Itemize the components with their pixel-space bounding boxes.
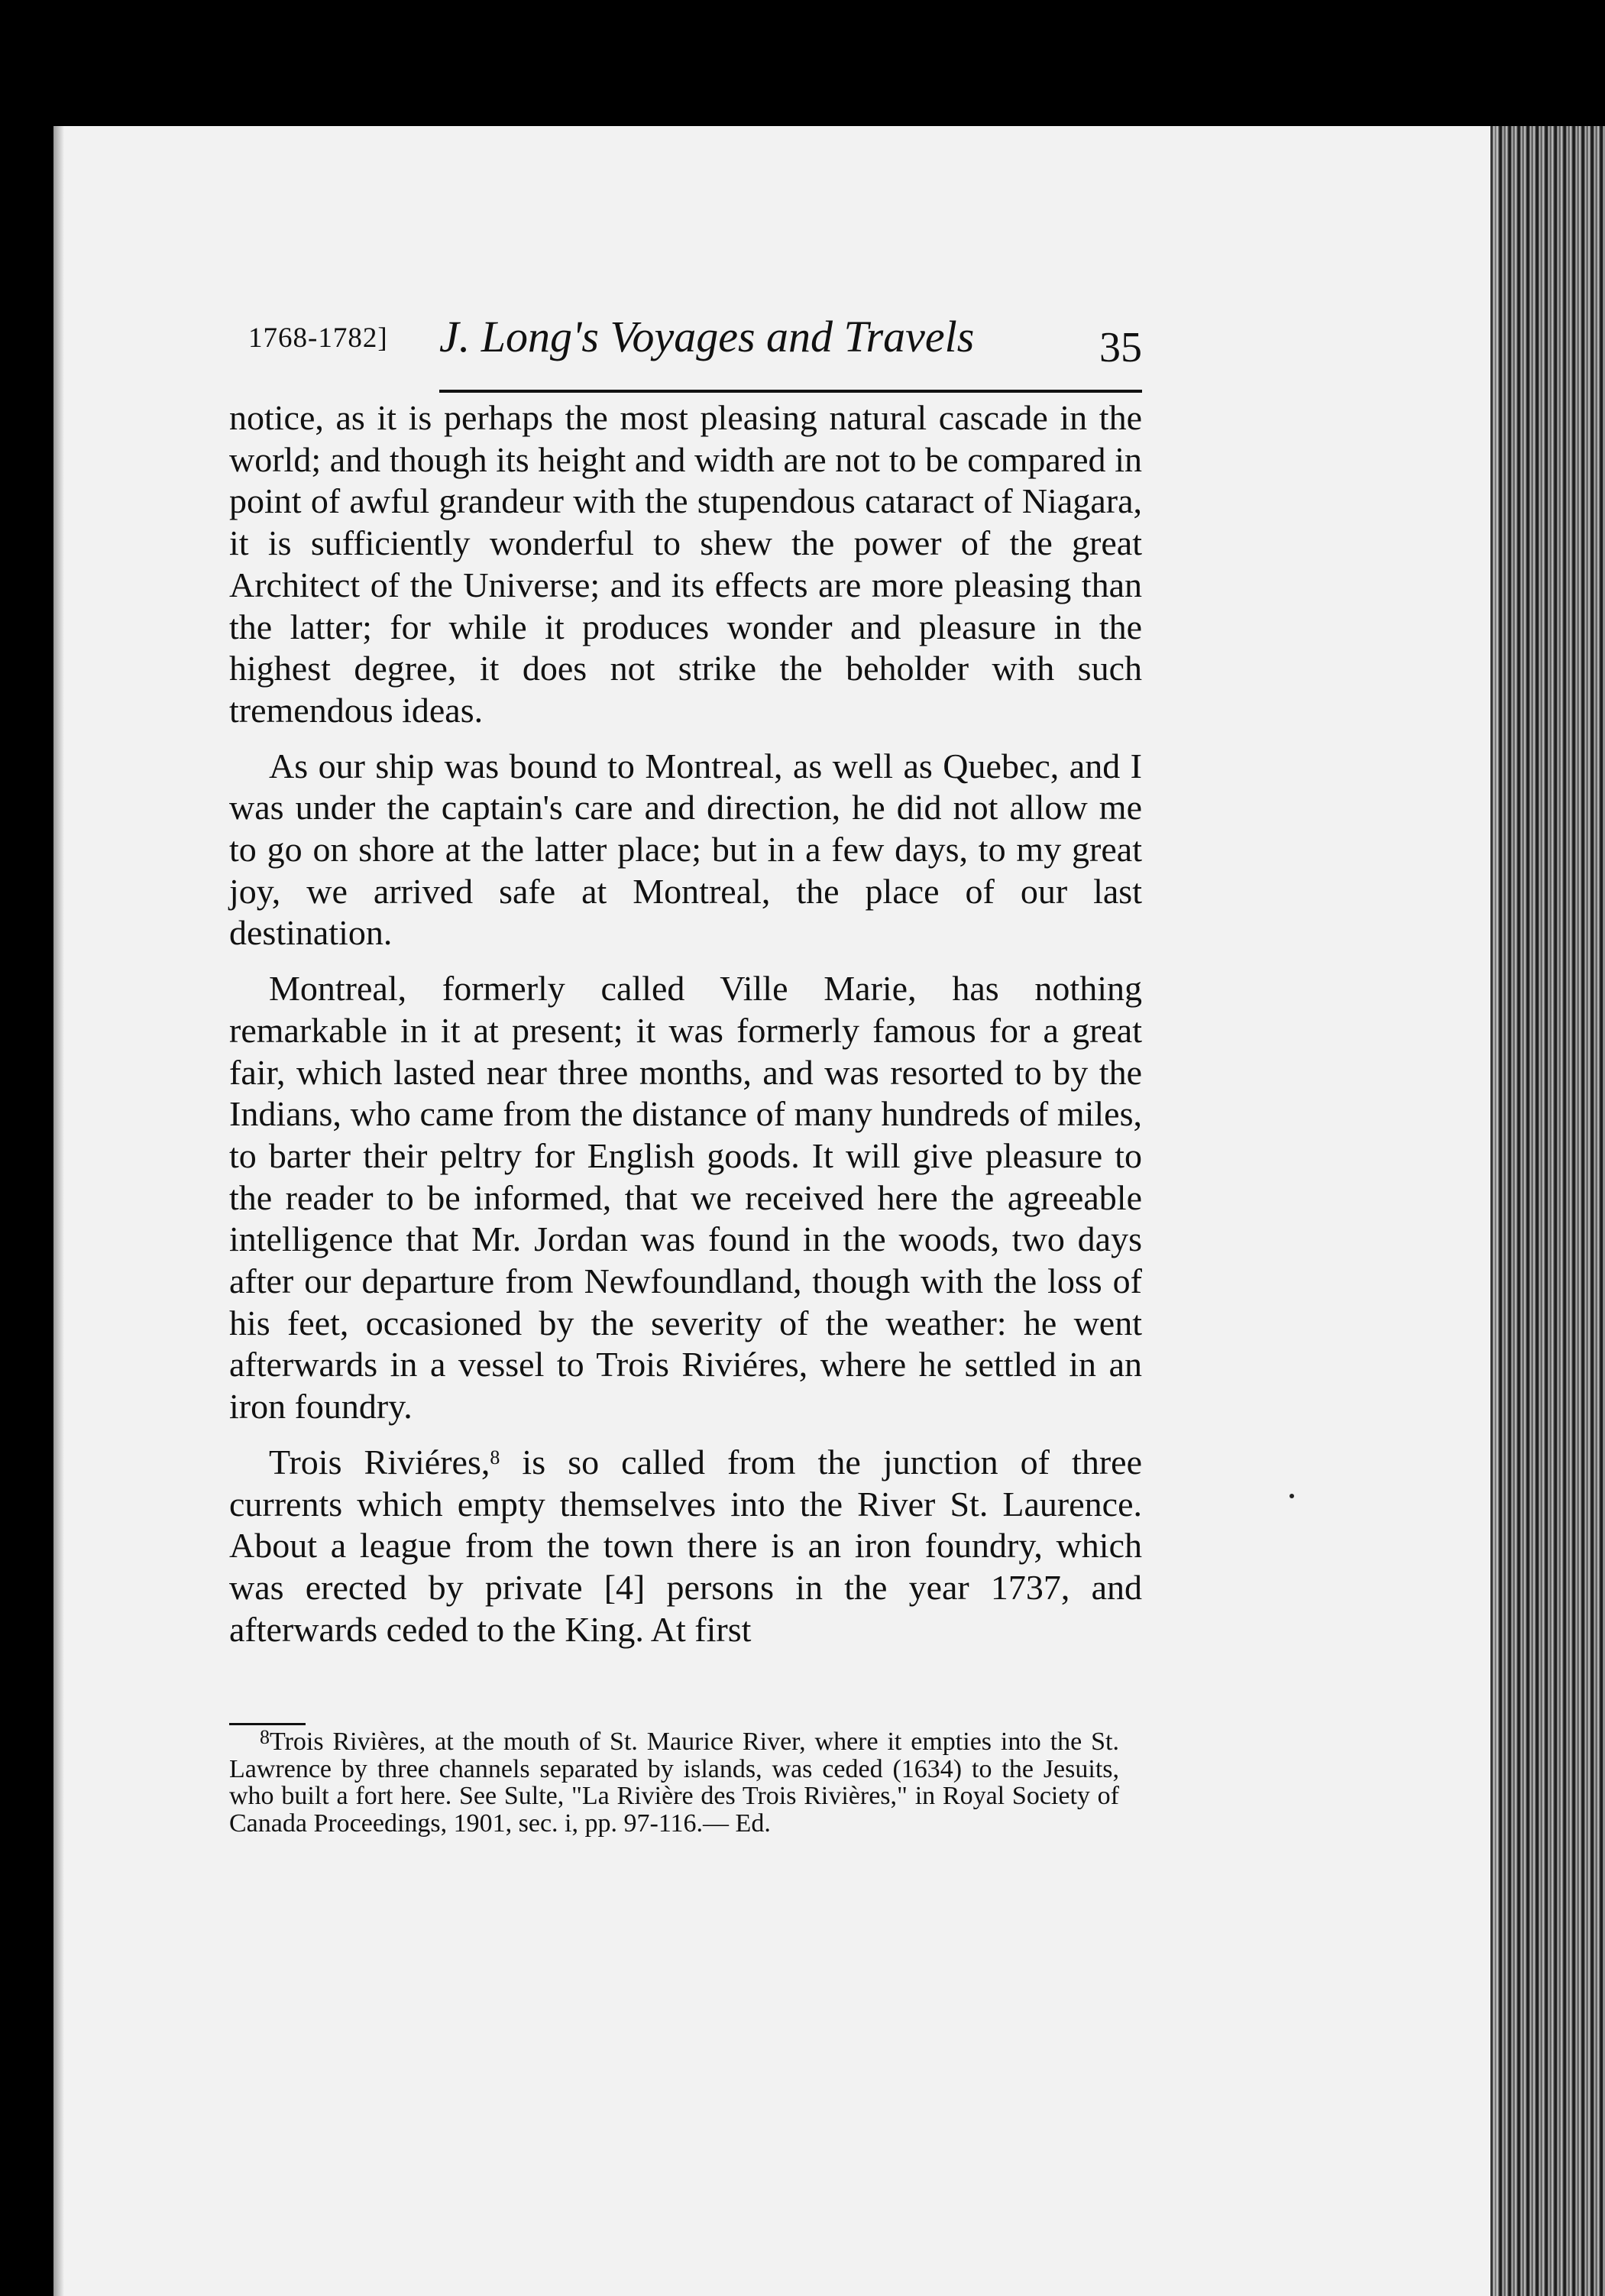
paragraph-4 bbox=[229, 1442, 1142, 1651]
header-rule bbox=[439, 390, 1142, 393]
running-header bbox=[248, 302, 1142, 393]
paragraph-4-rest: is so called from the junction of three currents which empty themselves into the River St. Laurence. About a league from the town there is an iron foundry, which was erected by private [4] persons in the year 1737, and afterwards ceded to the King. At first bbox=[229, 1442, 1142, 1649]
footnote-rule bbox=[229, 1723, 306, 1725]
ink-speck bbox=[1290, 1494, 1294, 1498]
footnote-reference: 8 bbox=[490, 1446, 500, 1469]
header-title: J. Long's Voyages and Travels bbox=[439, 312, 975, 361]
body-text bbox=[229, 397, 1142, 1664]
header-years: 1768-1782] bbox=[248, 322, 388, 354]
paragraph-1: notice, as it is perhaps the most pleasing natural cascade in the world; and though its height and width are not to be compared in point of awful grandeur with the stupendous cataract of Niagara, it is sufficiently wonderful to shew the power of the great Architect of the Universe; and its effects are more pleasing than the latter; for while it produces wonder and pleasure in the highest degree, it does not strike the beholder with such tremendous ideas. bbox=[229, 398, 1142, 730]
page-number: 35 bbox=[1099, 324, 1142, 371]
footnote bbox=[229, 1728, 1119, 1837]
paragraph-2: As our ship was bound to Montreal, as well as Quebec, and I was under the captain's care and direction, he did not allow me to go on shore at the latter place; but in a few days, to my great joy, we arrived safe at Montreal, the place of our last destination. bbox=[229, 746, 1142, 953]
paragraph-3: Montreal, formerly called Ville Marie, has nothing remarkable in it at present; it was formerly famous for a great fair, which lasted near three months, and was resorted to by the Indians, who came from the distance of many hundreds of miles, to barter their peltry for English goods. It will give pleasure to the reader to be informed, that we received here the agreeable intelligence that Mr. Jordan was found in the woods, two days after our departure from Newfoundland, though with the loss of his feet, occasioned by the severity of the weather: he went afterwards in a vessel to Trois Riviéres, where he settled in an iron foundry. bbox=[229, 969, 1142, 1426]
paragraph-4-lead: Trois Riviéres, bbox=[269, 1442, 490, 1482]
footnote-text: Trois Rivières, at the mouth of St. Maurice River, where it empties into the St. Lawrence by three channels separated by islands, was ceded (1634) to the Jesuits, who built a fort here. See Sulte, "La Rivière des Trois Rivières," in Royal Society of Canada Proceedings, 1901, sec. i, pp. 97-116.— Ed. bbox=[229, 1728, 1119, 1838]
footnote-marker: 8 bbox=[260, 1726, 270, 1748]
page-edges bbox=[1490, 126, 1605, 2296]
page-gutter-shadow bbox=[53, 126, 64, 2296]
